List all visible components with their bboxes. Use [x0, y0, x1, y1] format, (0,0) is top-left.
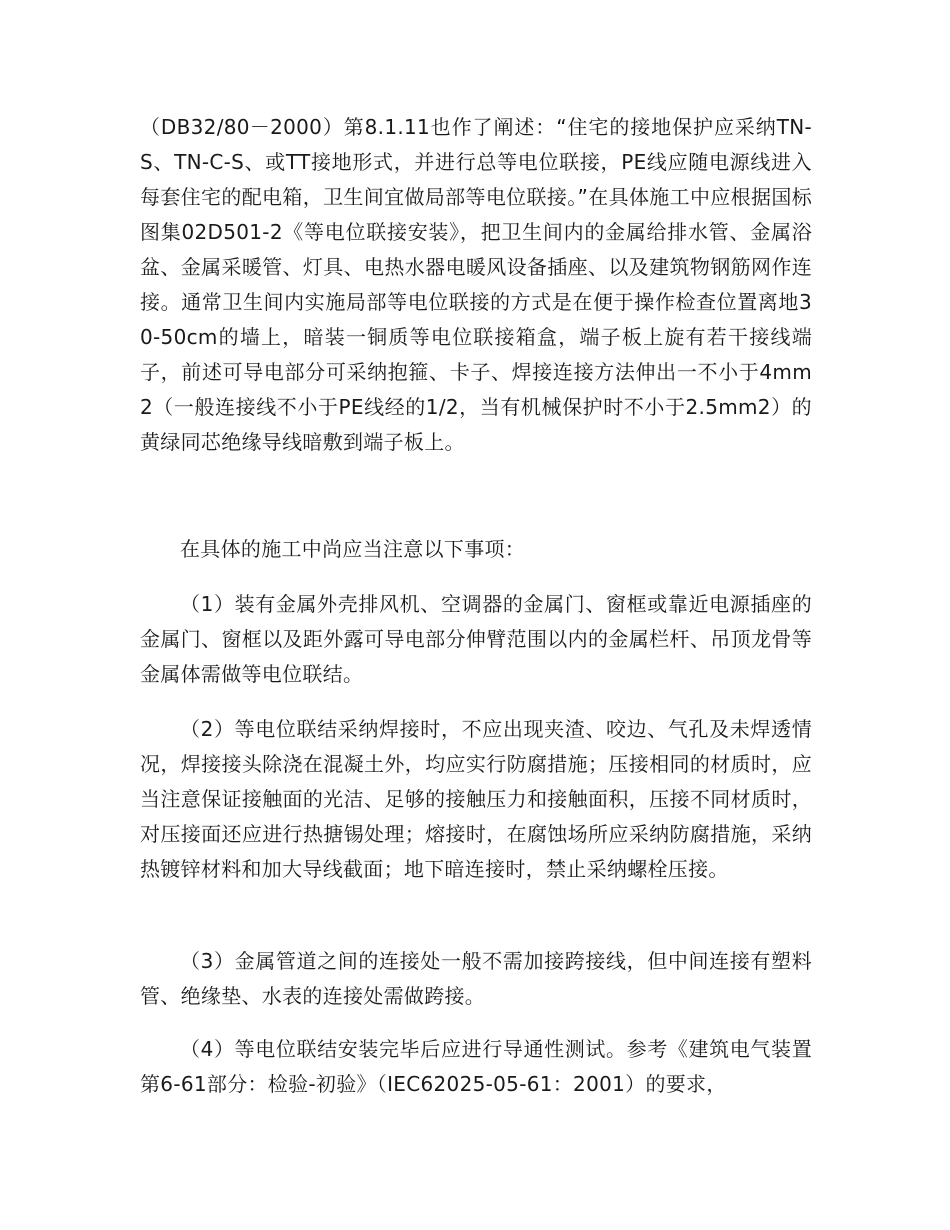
paragraph-item-3: （3）金属管道之间的连接处一般不需加接跨接线，但中间连接有塑料管、绝缘垫、水表的连接处需做跨接。	[140, 949, 812, 1008]
paragraph-notes-intro: 在具体的施工中尚应当注意以下事项：	[180, 537, 526, 561]
paragraph-item-4: （4）等电位联结安装完毕后应进行导通性测试。参考《建筑电气装置 第6-61部分：检验-初验》（IEC62025-05-61：2001）的要求，	[140, 1037, 812, 1096]
paragraph-item-2: （2）等电位联结采纳焊接时，不应出现夹渣、咬边、气孔及未焊透情况，焊接接头除浇在混凝土外，均应实行防腐措施；压接相同的材质时，应当注意保证接触面的光洁、足够的接触压力和接触面积，压接不同材质时，对压接面还应进行热搪锡处理；熔接时，在腐蚀场所应采纳防腐措施，采纳热镀锌材料和加大导线截面；地下暗连接时，禁止采纳螺栓压接。	[140, 717, 812, 881]
paragraph-item-1: （1）装有金属外壳排风机、空调器的金属门、窗框或靠近电源插座的金属门、窗框以及距外露可导电部分伸臂范围以内的金属栏杆、吊顶龙骨等金属体需做等电位联结。	[140, 592, 812, 686]
paragraph-grounding-overview: （DB32/80－2000）第8.1.11也作了阐述：“住宅的接地保护应采纳TN-S、TN-C-S、或TT接地形式，并进行总等电位联接，PE线应随电源线进入每套住宅的配电箱，卫生间宜做局部等电位联接。”在具体施工中应根据国标图集02D501-2《等电位联接安装》，把卫生间内的金属给排水管、金属浴盆、金属采暖管、灯具、电热水器电暖风设备插座、以及建筑物钢筋网作连接。通常卫生间内实施局部等电位联接的方式是在便于操作检查位置离地30-50cm的墙上，暗装一铜质等电位联接箱盒，端子板上旋有若干接线端子，前述可导电部分可采纳抱箍、卡子、焊接连接方法伸出一不小于4mm2（一般连接线不小于PE线经的1/2，当有机械保护时不小于2.5mm2）的黄绿同芯绝缘导线暗敷到端子板上。	[140, 115, 812, 454]
